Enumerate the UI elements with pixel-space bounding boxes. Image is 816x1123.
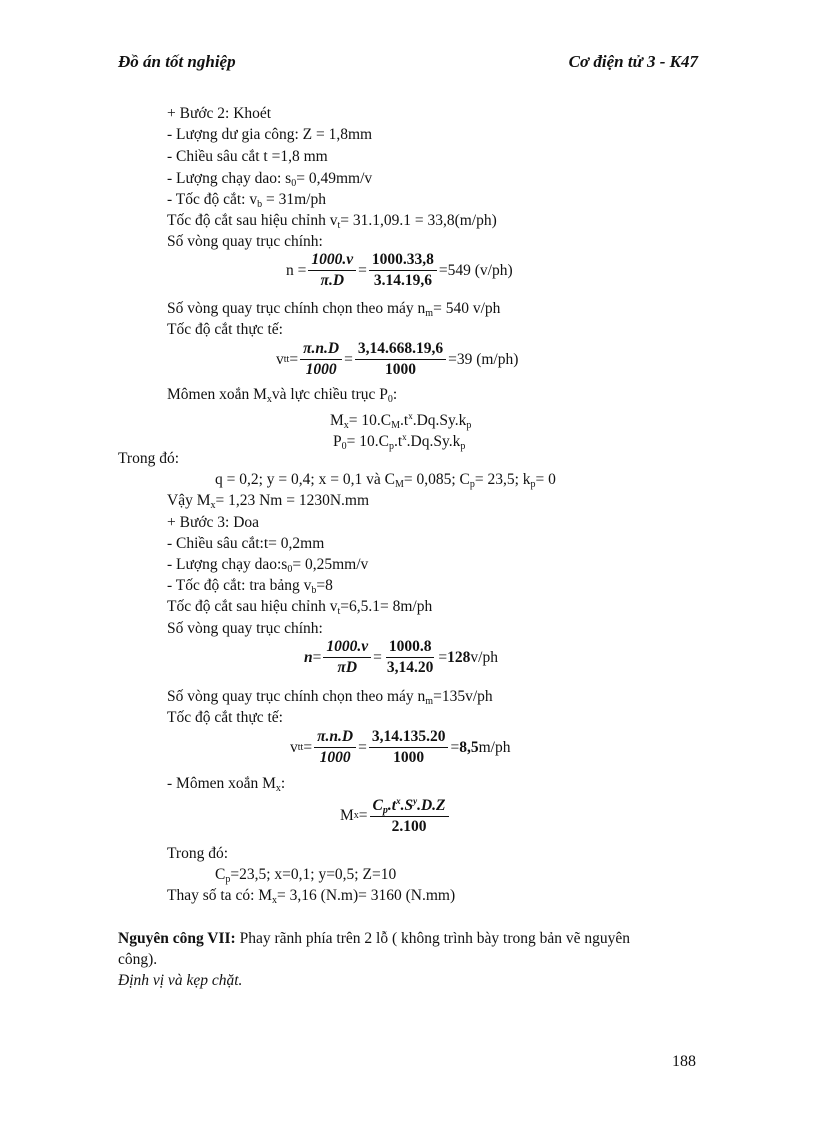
header-right: Cơ điện tử 3 - K47 (568, 52, 698, 71)
text-line: công). (118, 951, 158, 968)
text-line: Tốc độ cắt sau hiệu chỉnh $v_t= 31.1,09.1 = 33,8(m/ph)$ (167, 212, 497, 231)
text-line: q = 0,2; y = 0,4; x = 0,1 và $C_M= 0,085$; $C_p= 23,5$; $k_p= 0$ (215, 471, 556, 490)
formula-mx: $M_x= 10.C_M.t^x.Dq.Sy.k_p$ (330, 411, 472, 432)
header-left: Đồ án tốt nghiệp (118, 52, 236, 71)
text-line: + Bước 2: Khoét (167, 105, 272, 122)
text-line: Số vòng quay trục chính chọn theo máy $n_m=135v/ph$ (167, 688, 493, 707)
text-line: - Chiều sâu cắt t =1,8 mm (167, 148, 328, 165)
text-line: Số vòng quay trục chính chọn theo máy $n_m= 540$ v/ph (167, 300, 501, 319)
text-line: Vậy $M_x= 1,23$ Nm = 1230N.mm (167, 492, 370, 511)
text-line: Trong đó: (167, 845, 229, 862)
text-line: Định vị và kẹp chặt. (118, 972, 243, 989)
text-line: Số vòng quay trục chính: (167, 620, 323, 637)
text-line: - Mômen xoắn $M_x$: (167, 775, 286, 794)
section-heading: Nguyên công VII: Phay rãnh phía trên 2 lỗ ( không trình bày trong bản vẽ nguyên (118, 930, 631, 947)
text-line: Tốc độ cắt sau hiệu chỉnh $v_t=6,5.1= 8m/ph$ (167, 598, 433, 617)
formula-p0: $P_0= 10.C_p.t^x.Dq.Sy.k_p$ (333, 432, 466, 453)
text-line: - Tốc độ cắt: $v_b = 31m/ph$ (167, 191, 326, 210)
text-line: $C_p=23,5$; x=0,1; y=0,5; Z=10 (215, 866, 397, 885)
formula-v-step3: v tt = $\frac{\pi.n.D}{1000}$ = $\frac{3,14.135.20}{1000}$ = 8,5 m/ph (290, 728, 511, 766)
text-line: Tốc độ cắt thực tế: (167, 321, 283, 338)
text-line: Trong đó: (118, 450, 180, 467)
text-line: - Lượng chạy dao: $s_0= 0,49mm/v$ (167, 170, 373, 189)
text-line: + Bước 3: Doa (167, 514, 260, 531)
text-line: - Lượng dư gia công: Z = 1,8mm (167, 126, 373, 143)
text-line: - Lượng chạy $dao:s_0= 0,25mm/v$ (167, 556, 369, 575)
page-number: 188 (672, 1053, 696, 1070)
text-line: Mômen xoắn $M_xvà$ lực chiều trục $P_0$: (167, 386, 398, 405)
formula-n-step2: n = $\frac{1000.v}{\pi.D}$ = $\frac{1000.33,8}{3.14.19,6}$ =549 (v/ph) (286, 251, 513, 289)
text-line: - Tốc độ cắt: tra bảng $v_b=8$ (167, 577, 333, 596)
text-line: Số vòng quay trục chính: (167, 233, 323, 250)
text-line: Thay số ta có: $M_x= 3,16$ (N.m)= 3160 (N.mm) (167, 887, 456, 906)
formula-n-step3: n = $\frac{1000.v}{\pi D}$ = $\frac{1000.8}{3,14.20}$ = 128 v/ph (304, 638, 498, 676)
text-line: Tốc độ cắt thực tế: (167, 709, 283, 726)
formula-v-step2: v tt = $\frac{\pi.n.D}{1000}$ = $\frac{3,14.668.19,6}{1000}$ =39 (m/ph) (276, 340, 519, 378)
formula-mx-step3: M x = $\frac{C_p.t^x.S^y.D.Z}{2.100}$ (340, 796, 451, 836)
text-line: - Chiều sâu cắt:t= 0,2mm (167, 535, 325, 552)
